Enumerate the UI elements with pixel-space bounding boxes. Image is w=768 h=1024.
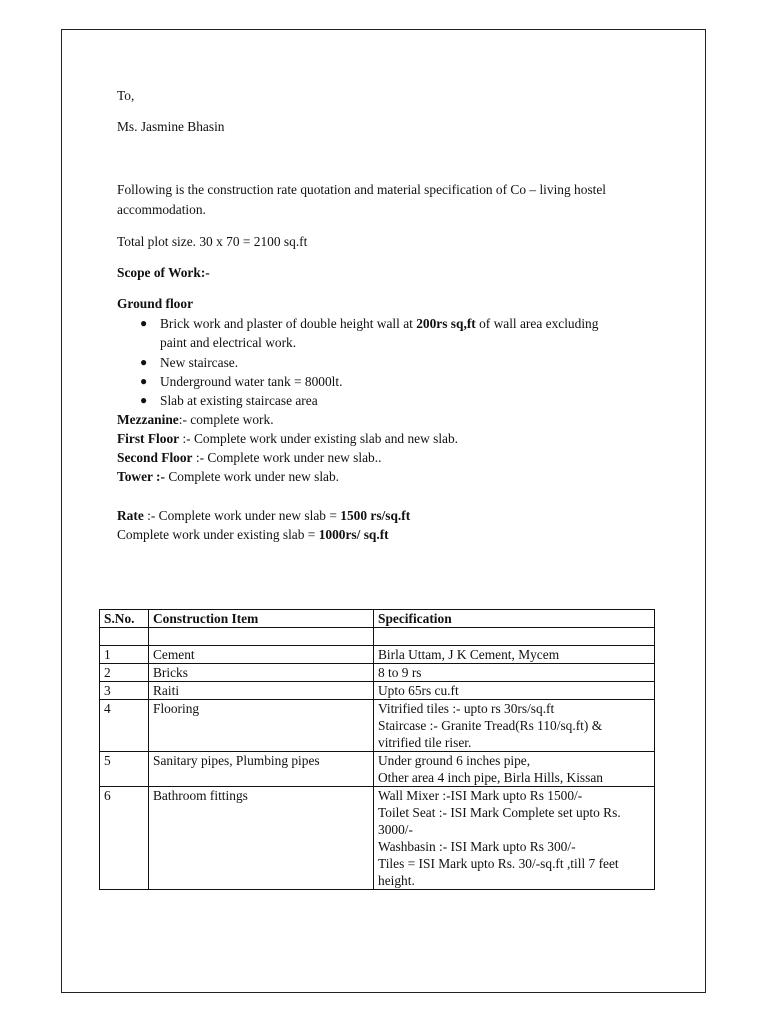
cell-item: Raiti [149, 682, 374, 700]
specification-table [99, 609, 655, 890]
floor-text: :- Complete work under new slab.. [192, 450, 382, 465]
header-specification: Specification [374, 610, 655, 628]
rate-line-existing-slab [117, 526, 389, 544]
table-row [100, 787, 655, 890]
ground-floor-item-1 [160, 314, 640, 352]
cell-sno: 5 [100, 752, 149, 787]
cell-sno: 4 [100, 700, 149, 752]
plot-size: Total plot size. 30 x 70 = 2100 sq.ft [117, 234, 308, 249]
table-row [100, 682, 655, 700]
cell-item: Flooring [149, 700, 374, 752]
table-row [100, 700, 655, 752]
cell-spec: 8 to 9 rs [374, 664, 655, 682]
floor-label: Tower :- [117, 469, 165, 484]
rate-text: Complete work under existing slab = [117, 527, 319, 542]
table-header-row [100, 610, 655, 628]
table-row [100, 646, 655, 664]
ground-floor-heading: Ground floor [117, 296, 194, 311]
header-sno: S.No. [100, 610, 149, 628]
floor-label: First Floor [117, 431, 180, 446]
rate-value: 1500 rs/sq.ft [340, 508, 411, 523]
cell-sno: 3 [100, 682, 149, 700]
floor-mezzanine [117, 411, 274, 429]
bullet-icon: ● [140, 393, 148, 407]
cell-spec: Under ground 6 inches pipe, Other area 4 inch pipe, Birla Hills, Kissan [374, 752, 655, 787]
table-row-empty [100, 628, 655, 646]
floor-second [117, 449, 381, 467]
ground-floor-item-2: New staircase. [160, 355, 239, 370]
cell-spec: Wall Mixer :-ISI Mark upto Rs 1500/- Toilet Seat :- ISI Mark Complete set upto Rs. 3000/- Washbasin :- ISI Mark upto Rs 300/- Tiles = ISI Mark upto Rs. 30/-sq.ft ,till 7 feet height. [374, 787, 655, 890]
cell-item: Sanitary pipes, Plumbing pipes [149, 752, 374, 787]
item-text-cont: paint and electrical work. [160, 335, 297, 350]
item-text: of wall area excluding [475, 316, 599, 331]
item-text: Brick work and plaster of double height wall at [160, 316, 417, 331]
floor-text: :- complete work. [178, 412, 274, 427]
floor-first [117, 430, 458, 448]
floor-text: :- Complete work under existing slab and new slab. [179, 431, 459, 446]
table-cell [149, 628, 374, 646]
item-rate: 200rs sq,ft [416, 316, 476, 331]
rate-label: Rate [117, 508, 144, 523]
table-cell [100, 628, 149, 646]
recipient-name: Ms. Jasmine Bhasin [117, 119, 225, 134]
cell-sno: 6 [100, 787, 149, 890]
table-cell [374, 628, 655, 646]
bullet-icon: ● [140, 374, 148, 388]
scope-heading: Scope of Work:- [117, 265, 210, 280]
floor-text: Complete work under new slab. [164, 469, 340, 484]
cell-item: Bricks [149, 664, 374, 682]
cell-sno: 1 [100, 646, 149, 664]
rate-text: :- Complete work under new slab = [143, 508, 341, 523]
rate-value: 1000rs/ sq.ft [318, 527, 389, 542]
salutation: To, [117, 88, 135, 103]
intro-text-line1: Following is the construction rate quotation and material specification of Co – living hostel [117, 182, 607, 197]
bullet-icon: ● [140, 355, 148, 369]
floor-label: Mezzanine [117, 412, 179, 427]
header-construction-item: Construction Item [149, 610, 374, 628]
cell-sno: 2 [100, 664, 149, 682]
table-row [100, 664, 655, 682]
ground-floor-item-3: Underground water tank = 8000lt. [160, 374, 343, 389]
cell-spec: Vitrified tiles :- upto rs 30rs/sq.ft Staircase :- Granite Tread(Rs 110/sq.ft) & vitrified tile riser. [374, 700, 655, 752]
cell-item: Bathroom fittings [149, 787, 374, 890]
cell-spec: Birla Uttam, J K Cement, Mycem [374, 646, 655, 664]
floor-label: Second Floor [117, 450, 193, 465]
cell-item: Cement [149, 646, 374, 664]
intro-text-line2: accommodation. [117, 202, 206, 217]
floor-tower [117, 468, 339, 486]
bullet-icon: ● [140, 316, 148, 330]
rate-line-new-slab [117, 507, 410, 525]
cell-spec: Upto 65rs cu.ft [374, 682, 655, 700]
table-row [100, 752, 655, 787]
ground-floor-item-4: Slab at existing staircase area [160, 393, 318, 408]
